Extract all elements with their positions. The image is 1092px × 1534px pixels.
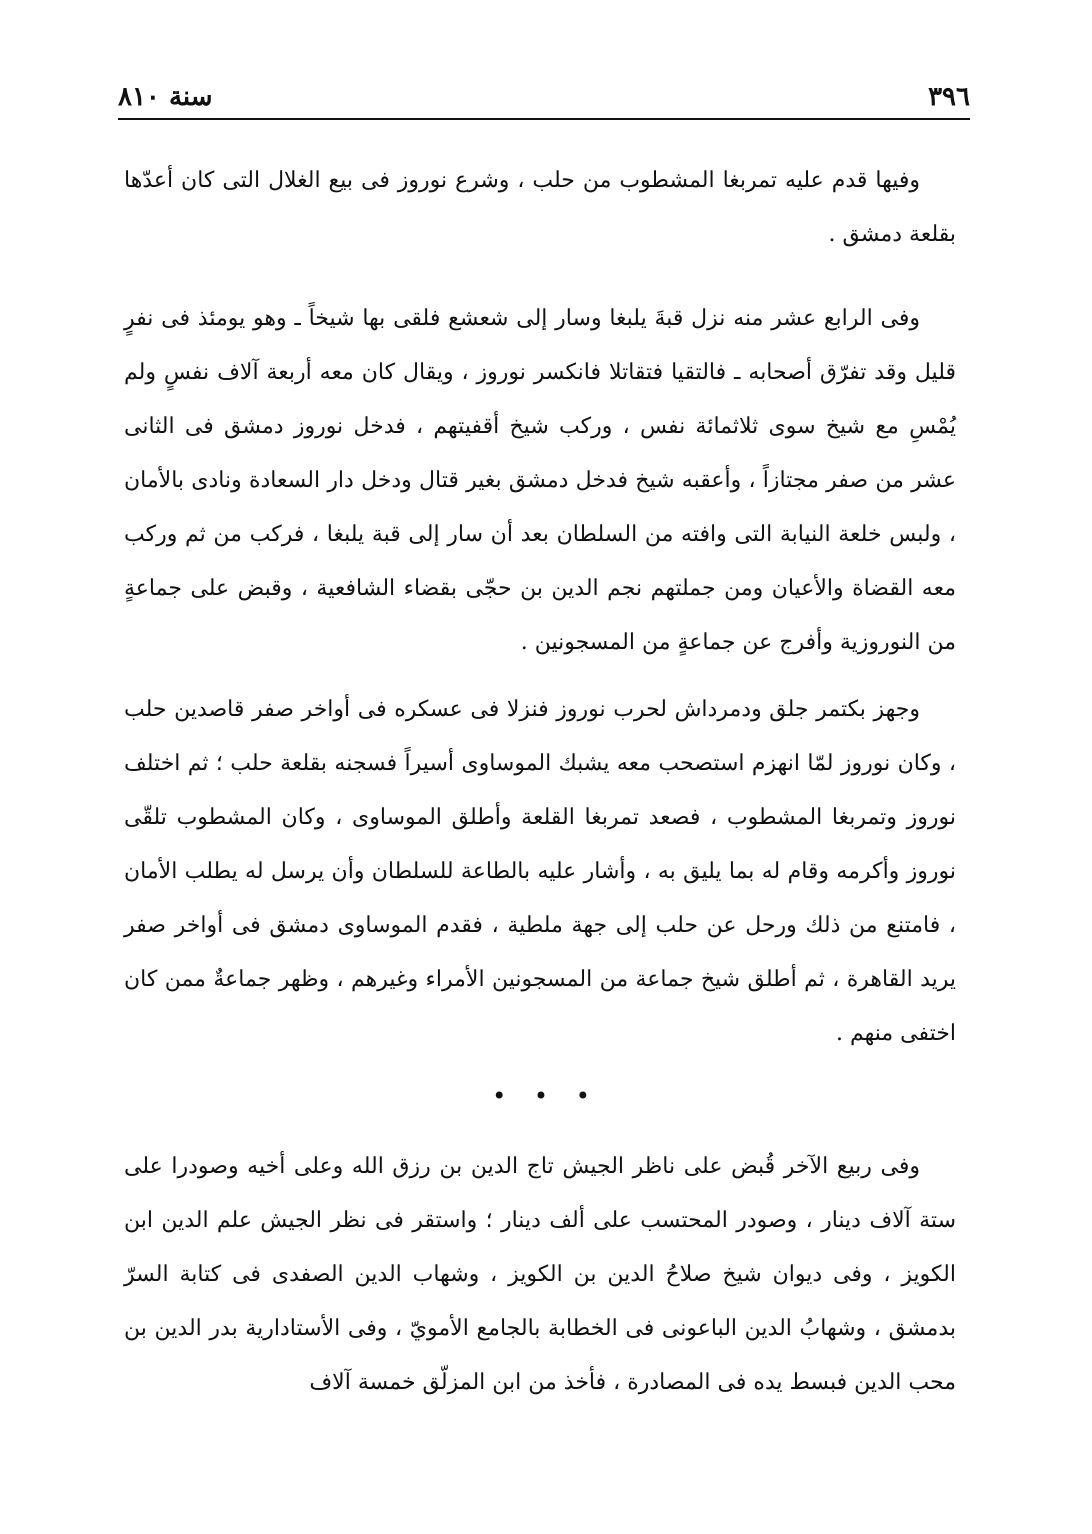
header-rule (118, 118, 970, 120)
page-header (118, 72, 970, 112)
paragraph-text: وجهز بكتمر جلق ودمرداش لحرب نوروز فنزلا فى عسكره فى أواخر صفر قاصدين حلب ، وكان نوروز لمّا انهزم استصحب معه يشبك الموساوى أسيراً فسجنه بقلعة حلب ؛ ثم اختلف نوروز وتمربغا المشطوب ، فصعد تمربغا القلعة وأطلق الموساوى ، وكان المشطوب تلقّى نوروز وأكرمه وقام له بما يليق به ، وأشار عليه بالطاعة للسلطان وأن يرسل له يطلب الأمان ، فامتنع من ذلك ورحل عن حلب إلى جهة ملطية ، فقدم الموساوى دمشق فى أواخر صفر يريد القاهرة ، ثم أطلق شيخ جماعة من المسجونين الأمراء وغيرهم ، وظهر جماعةٌ ممن كان اختفى منهم . (124, 697, 956, 1046)
section-separator: • • • (492, 1082, 600, 1110)
paragraph-1 (124, 154, 956, 262)
paragraph-text: وفى الرابع عشر منه نزل قبةَ يلبغا وسار إلى شعشع فلقى بها شيخاً ـ وهو يومئذ فى نفرٍ قليل وقد تفرّق أصحابه ـ فالتقيا فتقاتلا فانكسر نوروز ، ويقال كان معه أربعة آلاف نفسٍ ولم يُمْسِ مع شيخ سوى ثلاثمائة نفس ، وركب شيخ أقفيتهم ، فدخل نوروز دمشق فى الثانى عشر من صفر مجتازاً ، وأعقبه شيخ فدخل دمشق بغير قتال ودخل دار السعادة ونادى بالأمان ، ولبس خلعة النيابة التى وافته من السلطان بعد أن سار إلى قبة يلبغا ، فركب من ثم وركب معه القضاة والأعيان ومن جملتهم نجم الدين بن حجّى بقضاء الشافعية ، وقبض على جماعةٍ من النوروزية وأفرج عن جماعةٍ من المسجونين . (124, 306, 956, 655)
paragraph-text: وفى ربيع الآخر قُبض على ناظر الجيش تاج الدين بن رزق الله وعلى أخيه وصودرا على ستة آلاف دينار ، وصودر المحتسب على ألف دينار ؛ واستقر فى نظر الجيش علم الدين ابن الكويز ، وفى ديوان شيخ صلاحُ الدين بن الكويز ، وشهاب الدين الصفدى فى كتابة السرّ بدمشق ، وشهابُ الدين الباعونى فى الخطابة بالجامع الأمويّ ، وفى الأستادارية بدر الدين بن محب الدين فبسط يده فى المصادرة ، فأخذ من ابن المزلّق خمسة آلاف (124, 1154, 956, 1395)
page-number: ٣٩٦ (928, 82, 970, 112)
paragraph-4 (124, 1140, 956, 1410)
paragraph-2 (124, 292, 956, 670)
paragraph-text: وفيها قدم عليه تمربغا المشطوب من حلب ، وشرع نوروز فى بيع الغلال التى كان أعدّها بقلعة دمشق . (124, 168, 956, 247)
paragraph-3 (124, 683, 956, 1061)
year-heading: سنة ٨١٠ (118, 82, 213, 112)
